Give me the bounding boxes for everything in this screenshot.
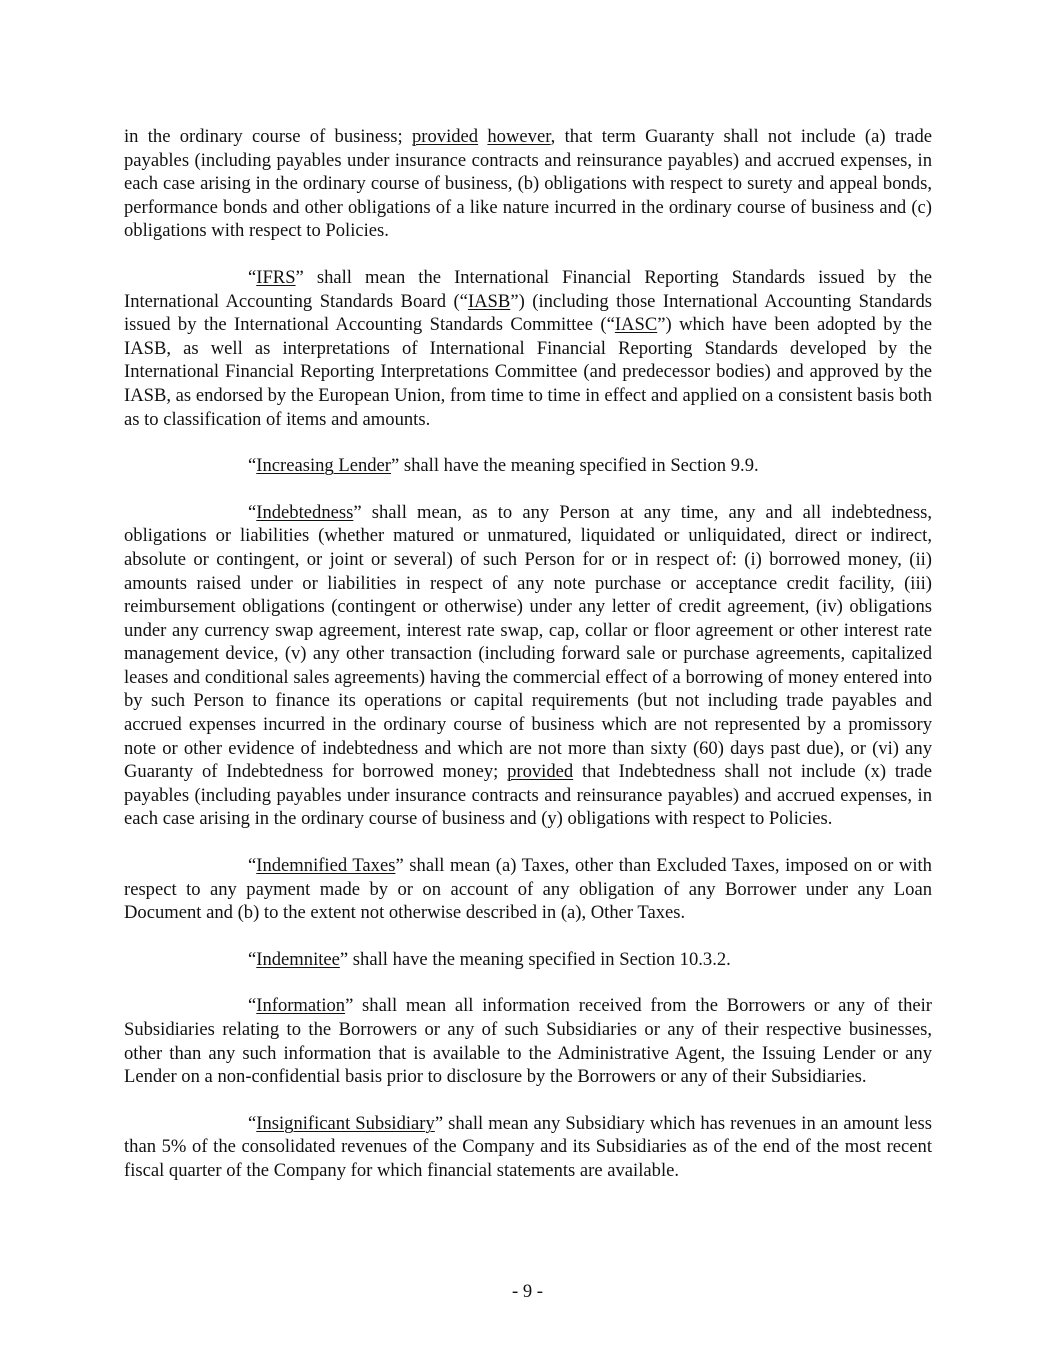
definition-indebtedness: “Indebtedness” shall mean, as to any Person at any time, any and all indebtedness, obligations or liabilities (whether matured or unmatured, liquidated or unliquidated, direct or indirect, absolute or contingent, or joint or several) of such Person for or in respect of: (i) borrowed money, (ii) amounts raised under or liabilities in respect of any note purchase or acceptance credit facility, (iii) reimbursement obligations (contingent or otherwise) under any letter of credit agreement, (iv) obligations under any currency swap agreement, interest rate swap, cap, collar or floor agreement or other interest rate management device, (v) any other transaction (including forward sale or purchase agreements, capitalized leases and conditional sales agreements) having the commercial effect of a borrowing of money entered into by such Person to finance its operations or capital requirements (but not including trade payables and accrued expenses incurred in the ordinary course of business which are not represented by a promissory note or other evidence of indebtedness and which are not more than sixty (60) days past due), or (vi) any Guaranty of Indebtedness for borrowed money; provided that Indebtedness shall not include (x) trade payables (including payables under insurance contracts and reinsurance payables) and accrued expenses, in each case arising in the ordinary course of business and (y) obligations with respect to Policies. (124, 501, 932, 830)
defined-term-provided: provided (411, 126, 479, 147)
definition-indemnified-taxes: “Indemnified Taxes” shall mean (a) Taxes, other than Excluded Taxes, imposed on or with respect to any payment made by or on account of any obligation of any Borrower under any Loan Document and (b) to the extent not otherwise described in (a), Other Taxes. (124, 855, 932, 924)
defined-term-indemnitee: Indemnitee (256, 948, 340, 970)
definition-indemnitee: “Indemnitee” shall have the meaning specified in Section 10.3.2. (248, 948, 731, 970)
defined-term-information: Information (256, 995, 346, 1017)
defined-term-indemnified-taxes: Indemnified Taxes (256, 855, 396, 877)
defined-term-however: however (487, 126, 551, 147)
defined-term-increasing-lender: Increasing Lender (256, 455, 391, 477)
defined-term-iasc: IASC (614, 314, 658, 336)
page-number: - 9 - (512, 1281, 543, 1302)
paragraph-guaranty-continuation: in the ordinary course of business; provided however, that term Guaranty shall not include (a) trade payables (including payables under insurance contracts and reinsurance payables) and accrued expenses, in each case arising in the ordinary course of business, (b) obligations with respect to surety and appeal bonds, performance bonds and other obligations of a like nature incurred in the ordinary course of business and (c) obligations with respect to Policies. (124, 126, 932, 242)
definition-ifrs: “IFRS” shall mean the International Financial Reporting Standards issued by the International Accounting Standards Board (“IASB”) (including those International Accounting Standards issued by the International Accounting Standards Committee (“IASC”) which have been adopted by the IASB, as well as interpretations of International Financial Reporting Standards developed by the International Financial Reporting Interpretations Committee (and predecessor bodies) and approved by the IASB, as endorsed by the European Union, from time to time in effect and applied on a consistent basis both as to classification of items and amounts. (124, 266, 932, 430)
defined-term-provided: provided (507, 761, 574, 783)
defined-term-iasb: IASB (467, 290, 511, 312)
definition-increasing-lender: “Increasing Lender” shall have the meaning specified in Section 9.9. (248, 455, 759, 477)
defined-term-indebtedness: Indebtedness (256, 501, 354, 523)
definition-information: “Information” shall mean all information received from the Borrowers or any of their Subsidiaries relating to the Borrowers or any of such Subsidiaries or any of their respective businesses, other than any such information that is available to the Administrative Agent, the Issuing Lender or any Lender on a non-confidential basis prior to disclosure by the Borrowers or any of their Subsidiaries. (124, 995, 932, 1088)
definition-insignificant-subsidiary: “Insignificant Subsidiary” shall mean any Subsidiary which has revenues in an amount less than 5% of the consolidated revenues of the Company and its Subsidiaries as of the end of the most recent fiscal quarter of the Company for which financial statements are available. (124, 1112, 932, 1181)
document-body (124, 125, 932, 1206)
defined-term-insignificant-subsidiary: Insignificant Subsidiary (256, 1112, 435, 1134)
defined-term-ifrs: IFRS (256, 266, 296, 288)
